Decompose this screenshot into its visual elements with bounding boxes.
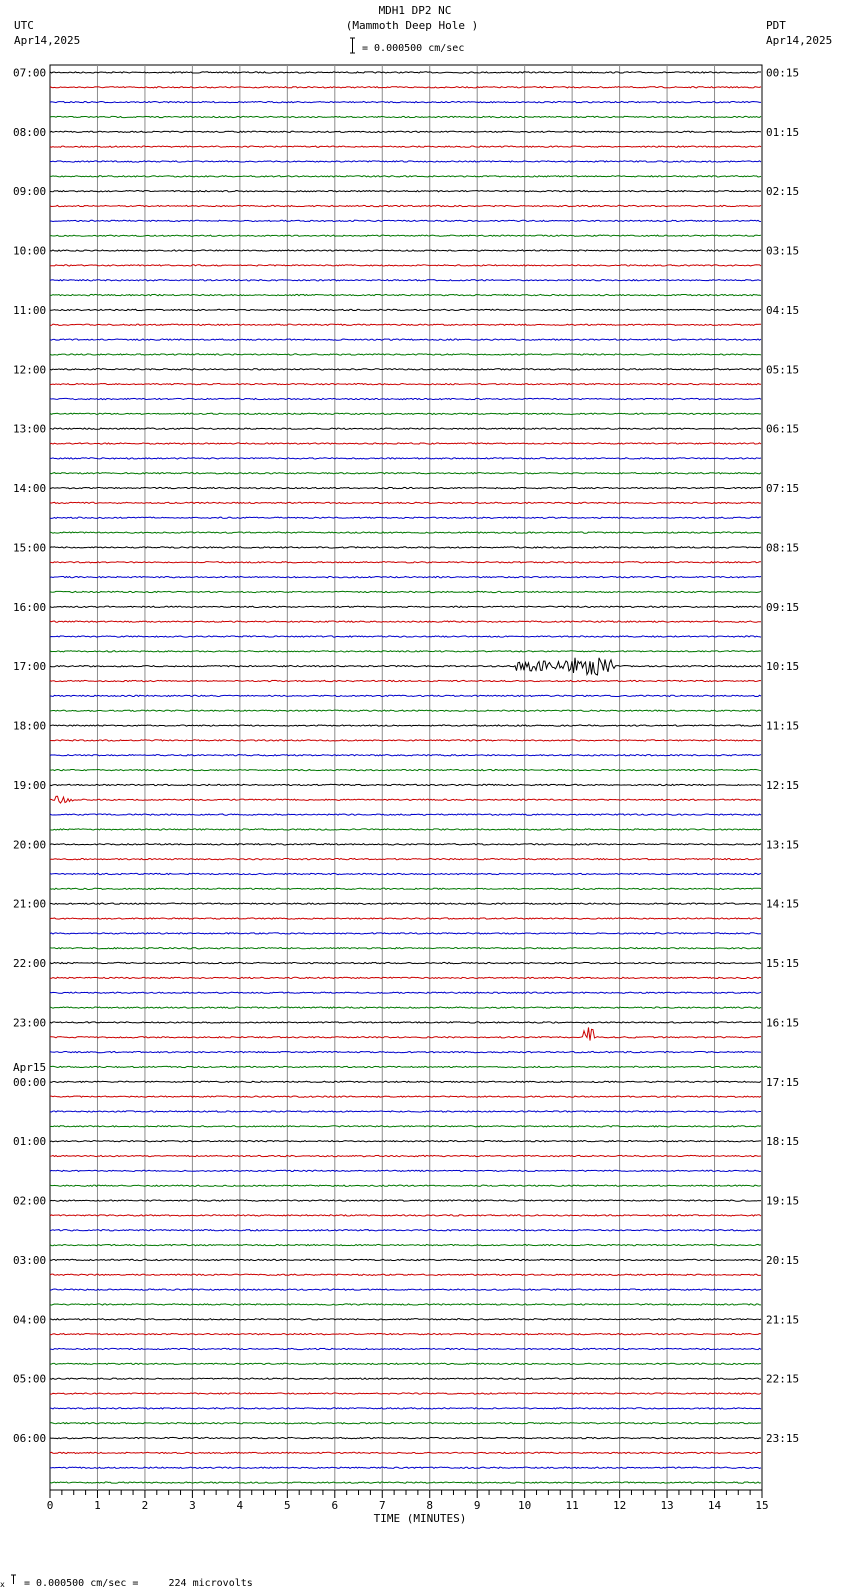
trace-line-86 <box>50 1348 761 1349</box>
trace-line-47 <box>50 769 761 770</box>
trace-line-89 <box>50 1393 761 1394</box>
right-hour-label: 03:15 <box>766 244 800 258</box>
trace-line-69 <box>50 1096 761 1097</box>
trace-line-7 <box>50 176 761 177</box>
trace-line-68 <box>50 1081 761 1082</box>
trace-line-90 <box>50 1408 761 1409</box>
trace-line-38 <box>50 636 761 637</box>
footer-marker: x <box>0 1580 5 1589</box>
left-hour-label: 22:00 <box>13 957 47 971</box>
trace-line-75 <box>50 1185 761 1186</box>
left-hour-label: 07:00 <box>13 66 47 80</box>
right-date: Apr14,2025 <box>766 34 833 47</box>
x-tick-label: 11 <box>565 1499 579 1512</box>
trace-line-59 <box>50 948 761 949</box>
right-hour-label: 02:15 <box>766 185 800 199</box>
trace-line-36 <box>50 606 761 607</box>
left-timezone: UTC <box>14 19 34 32</box>
trace-line-70 <box>50 1111 761 1112</box>
left-hour-label: 01:00 <box>13 1135 47 1149</box>
trace-line-82 <box>50 1289 761 1290</box>
right-hour-label: 18:15 <box>766 1135 800 1149</box>
trace-line-11 <box>50 235 761 236</box>
x-tick-label: 13 <box>660 1499 674 1512</box>
right-hour-label: 22:15 <box>766 1372 800 1386</box>
x-tick-label: 7 <box>378 1499 386 1512</box>
right-hour-label: 09:15 <box>766 600 800 614</box>
trace-line-28 <box>50 487 761 488</box>
trace-line-21 <box>50 383 761 384</box>
trace-line-78 <box>50 1230 761 1231</box>
x-tick-label: 2 <box>141 1499 149 1512</box>
trace-line-8 <box>50 191 761 192</box>
trace-line-12 <box>50 250 761 251</box>
trace-line-46 <box>50 755 761 756</box>
trace-line-76 <box>50 1200 761 1201</box>
trace-line-43 <box>50 710 761 711</box>
trace-line-85 <box>50 1333 761 1334</box>
left-hour-label: 06:00 <box>13 1432 47 1446</box>
trace-line-60 <box>50 962 761 963</box>
trace-line-5 <box>50 146 761 147</box>
trace-line-79 <box>50 1244 761 1245</box>
chart-subtitle: (Mammoth Deep Hole ) <box>345 19 479 32</box>
left-hour-label: 13:00 <box>13 422 47 436</box>
trace-line-88 <box>50 1378 761 1379</box>
right-hour-label: 14:15 <box>766 897 800 911</box>
right-hour-label: 17:15 <box>766 1075 800 1089</box>
x-tick-label: 14 <box>707 1499 722 1512</box>
trace-line-32 <box>50 547 761 548</box>
trace-line-19 <box>50 354 761 355</box>
left-hour-label: 10:00 <box>13 244 47 258</box>
right-hour-label: 07:15 <box>766 482 800 496</box>
left-hour-label: 21:00 <box>13 897 47 911</box>
trace-line-83 <box>50 1304 761 1305</box>
trace-line-39 <box>50 651 761 652</box>
x-axis <box>47 1490 769 1512</box>
trace-line-27 <box>50 473 761 474</box>
x-tick-label: 12 <box>612 1499 627 1512</box>
x-tick-label: 5 <box>284 1499 291 1512</box>
footer-scale-bar-icon <box>11 1575 16 1584</box>
trace-line-74 <box>50 1170 761 1171</box>
trace-line-25 <box>50 443 761 444</box>
trace-line-80 <box>50 1259 761 1260</box>
trace-line-48 <box>50 784 761 785</box>
trace-line-63 <box>50 1007 761 1008</box>
x-tick-label: 15 <box>755 1499 769 1512</box>
right-hour-label: 23:15 <box>766 1432 800 1446</box>
trace-line-3 <box>50 116 761 117</box>
trace-line-84 <box>50 1319 761 1320</box>
right-hour-label: 11:15 <box>766 719 800 733</box>
trace-line-10 <box>50 220 761 221</box>
right-hour-label: 04:15 <box>766 303 800 317</box>
trace-line-57 <box>50 918 761 919</box>
trace-line-16 <box>50 309 761 310</box>
trace-line-77 <box>50 1215 761 1216</box>
trace-line-23 <box>50 413 761 414</box>
trace-line-49 <box>50 796 761 803</box>
trace-line-55 <box>50 888 761 889</box>
left-hour-label: 16:00 <box>13 600 47 614</box>
x-tick-label: 0 <box>46 1499 54 1512</box>
left-hour-label: 23:00 <box>13 1016 47 1030</box>
trace-line-13 <box>50 265 761 266</box>
trace-line-95 <box>50 1482 761 1483</box>
left-hour-label: 00:00 <box>13 1075 47 1089</box>
left-hour-label: 04:00 <box>13 1313 47 1327</box>
trace-line-73 <box>50 1155 761 1156</box>
trace-line-37 <box>50 621 761 622</box>
right-hour-label: 19:15 <box>766 1194 800 1208</box>
left-hour-label: 11:00 <box>13 303 47 317</box>
left-hour-label: 05:00 <box>13 1372 47 1386</box>
trace-line-81 <box>50 1274 761 1275</box>
trace-line-67 <box>50 1066 761 1067</box>
right-hour-label: 01:15 <box>766 125 800 139</box>
trace-line-71 <box>50 1126 761 1127</box>
trace-line-72 <box>50 1141 761 1142</box>
trace-line-6 <box>50 161 761 162</box>
trace-line-51 <box>50 829 761 830</box>
left-hour-label: 03:00 <box>13 1253 47 1267</box>
trace-line-61 <box>50 977 761 978</box>
trace-line-66 <box>50 1051 761 1052</box>
x-tick-label: 1 <box>94 1499 101 1512</box>
right-hour-label: 21:15 <box>766 1313 800 1327</box>
right-hour-label: 13:15 <box>766 838 800 852</box>
trace-line-15 <box>50 294 761 295</box>
right-hour-label: 05:15 <box>766 363 800 377</box>
plot-grid <box>50 65 762 1490</box>
trace-line-9 <box>50 205 761 206</box>
x-tick-label: 3 <box>189 1499 196 1512</box>
trace-line-65 <box>50 1027 761 1040</box>
left-hour-label: 19:00 <box>13 778 47 792</box>
trace-line-24 <box>50 428 761 429</box>
trace-line-87 <box>50 1363 761 1364</box>
trace-line-0 <box>50 72 761 73</box>
x-tick-label: 9 <box>473 1499 481 1512</box>
trace-line-50 <box>50 814 761 815</box>
trace-line-54 <box>50 873 761 874</box>
trace-line-26 <box>50 458 761 459</box>
trace-line-22 <box>50 398 761 399</box>
trace-line-91 <box>50 1423 761 1424</box>
left-hour-label: 15:00 <box>13 541 47 555</box>
scale-text: = 0.000500 cm/sec <box>362 43 465 54</box>
trace-line-62 <box>50 992 761 993</box>
trace-line-33 <box>50 562 761 563</box>
trace-line-4 <box>50 131 761 132</box>
trace-line-58 <box>50 933 761 934</box>
chart-title: MDH1 DP2 NC <box>378 4 452 17</box>
trace-line-35 <box>50 591 761 592</box>
left-hour-label: 08:00 <box>13 125 47 139</box>
left-hour-label: 12:00 <box>13 363 47 377</box>
right-hour-label: 06:15 <box>766 422 800 436</box>
trace-line-18 <box>50 339 761 340</box>
right-hour-label: 16:15 <box>766 1016 800 1030</box>
left-hour-label: 18:00 <box>13 719 47 733</box>
trace-line-41 <box>50 680 761 681</box>
trace-line-40 <box>50 658 761 675</box>
right-hour-label: 08:15 <box>766 541 800 555</box>
x-tick-label: 6 <box>331 1499 339 1512</box>
right-hour-label: 00:15 <box>766 66 800 80</box>
trace-line-64 <box>50 1022 761 1023</box>
footer-scale-note: = 0.000500 cm/sec = 224 microvolts <box>24 1578 253 1589</box>
right-hour-label: 20:15 <box>766 1253 800 1267</box>
trace-line-53 <box>50 858 761 859</box>
trace-line-20 <box>50 369 761 370</box>
trace-line-56 <box>50 903 761 904</box>
right-hour-label: 12:15 <box>766 778 800 792</box>
trace-line-14 <box>50 280 761 281</box>
trace-line-45 <box>50 740 761 741</box>
right-hour-label: 15:15 <box>766 957 800 971</box>
trace-line-92 <box>50 1437 761 1438</box>
right-timezone: PDT <box>766 19 786 32</box>
date-change-label: Apr15 <box>13 1060 47 1074</box>
left-hour-label: 20:00 <box>13 838 47 852</box>
x-tick-label: 8 <box>426 1499 434 1512</box>
scale-bar-icon <box>350 38 355 53</box>
x-tick-label: 4 <box>236 1499 244 1512</box>
trace-line-42 <box>50 695 761 696</box>
right-hour-label: 10:15 <box>766 660 800 674</box>
trace-line-93 <box>50 1452 761 1453</box>
plot-frame <box>50 65 762 1490</box>
left-hour-label: 09:00 <box>13 185 47 199</box>
trace-line-1 <box>50 87 761 88</box>
left-date: Apr14,2025 <box>14 34 81 47</box>
left-hour-label: 02:00 <box>13 1194 47 1208</box>
left-hour-label: 14:00 <box>13 482 47 496</box>
trace-line-2 <box>50 101 761 102</box>
left-hour-label: 17:00 <box>13 660 47 674</box>
trace-line-29 <box>50 502 761 503</box>
trace-line-44 <box>50 725 761 726</box>
x-tick-label: 10 <box>518 1499 532 1512</box>
trace-line-17 <box>50 324 761 325</box>
trace-line-31 <box>50 532 761 533</box>
trace-line-94 <box>50 1467 761 1468</box>
trace-line-30 <box>50 517 761 518</box>
trace-group <box>50 72 761 1483</box>
x-axis-label: TIME (MINUTES) <box>373 1512 467 1525</box>
trace-line-34 <box>50 576 761 577</box>
trace-line-52 <box>50 844 761 845</box>
